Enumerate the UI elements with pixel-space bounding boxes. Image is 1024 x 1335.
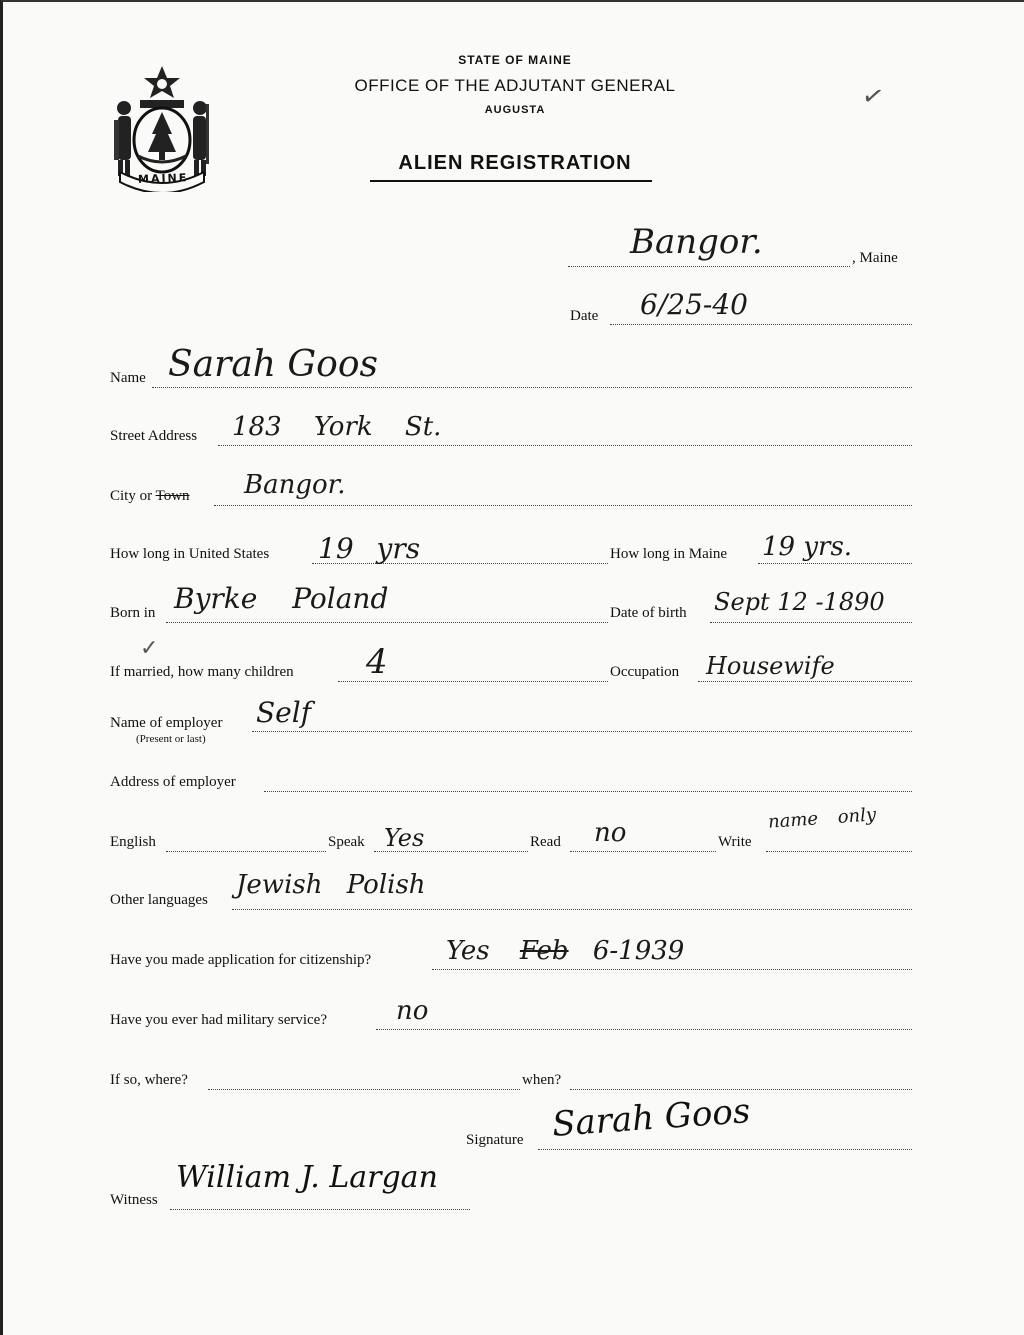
- city-label-b: Town: [155, 488, 190, 504]
- city-label: [110, 488, 190, 505]
- signature-label: Signature: [466, 1132, 524, 1148]
- when-label: when?: [522, 1072, 562, 1088]
- title-underline: [370, 180, 652, 182]
- other-languages-label: Other languages: [110, 892, 208, 908]
- english-line: [166, 851, 326, 852]
- where-label: If so, where?: [110, 1072, 188, 1088]
- how-long-us-value: 19 yrs: [318, 532, 421, 565]
- citizenship-value: [446, 936, 684, 966]
- born-in-label: Born in: [110, 605, 156, 621]
- speak-value: Yes: [384, 824, 425, 852]
- employer-sublabel: (Present or last): [136, 733, 206, 745]
- street-address-label: Street Address: [110, 428, 198, 444]
- when-line: [570, 1089, 912, 1090]
- witness-line: [170, 1209, 470, 1210]
- city-value: Bangor.: [244, 470, 346, 500]
- name-value: Sarah Goos: [168, 344, 379, 385]
- street-address-value: 183 York St.: [232, 412, 442, 442]
- how-long-maine-line: [758, 563, 912, 564]
- children-value: 4: [366, 642, 388, 682]
- military-label: Have you ever had military service?: [110, 1012, 327, 1028]
- born-in-value: Byrke Poland: [174, 582, 389, 615]
- street-address-line: [218, 445, 912, 446]
- occupation-line: [698, 681, 912, 682]
- employer-value: Self: [256, 696, 312, 729]
- date-line: [610, 324, 912, 325]
- military-value: no: [396, 996, 429, 1026]
- read-line: [570, 851, 716, 852]
- location-line: [568, 266, 850, 267]
- citizenship-value-a: Yes: [446, 936, 490, 966]
- witness-value: William J. Largan: [176, 1160, 438, 1195]
- signature-value: Sarah Goos: [550, 1091, 752, 1145]
- other-languages-value: Jewish Polish: [236, 870, 426, 900]
- name-label: Name: [110, 370, 146, 386]
- occupation-value: Housewife: [706, 652, 835, 680]
- location-suffix: , Maine: [852, 250, 898, 266]
- speak-label: Speak: [328, 834, 365, 850]
- read-value: no: [594, 818, 627, 848]
- children-check-icon: ✓: [140, 636, 159, 661]
- english-label: English: [110, 834, 156, 850]
- read-label: Read: [530, 834, 561, 850]
- how-long-us-label: How long in United States: [110, 546, 270, 562]
- header-city: AUGUSTA: [484, 104, 546, 116]
- children-label: If married, how many children: [110, 664, 294, 680]
- citizenship-value-b: 6-1939: [592, 936, 685, 966]
- seal-banner-text: MAINE: [137, 171, 189, 186]
- where-line: [208, 1089, 520, 1090]
- employer-address-line: [264, 791, 912, 792]
- name-line: [152, 387, 912, 388]
- date-of-birth-line: [710, 622, 912, 623]
- citizenship-value-struck: Feb: [519, 936, 569, 966]
- witness-label: Witness: [110, 1192, 158, 1208]
- how-long-maine-label: How long in Maine: [610, 546, 728, 562]
- city-line: [214, 505, 912, 506]
- date-of-birth-value: Sept 12 -1890: [714, 588, 885, 616]
- how-long-maine-value: 19 yrs.: [762, 532, 853, 562]
- employer-label: Name of employer: [110, 715, 223, 731]
- write-label: Write: [718, 834, 752, 850]
- page-title: ALIEN REGISTRATION: [398, 152, 632, 174]
- write-value: name only: [767, 804, 877, 833]
- location-value: Bangor.: [630, 222, 763, 262]
- born-in-line: [166, 622, 608, 623]
- signature-line: [538, 1149, 912, 1150]
- other-languages-line: [232, 909, 912, 910]
- header-office: OFFICE OF THE ADJUTANT GENERAL: [354, 76, 676, 95]
- occupation-label: Occupation: [610, 664, 680, 680]
- write-line: [766, 851, 912, 852]
- citizenship-line: [432, 969, 912, 970]
- date-value: 6/25-40: [640, 288, 748, 321]
- military-line: [376, 1029, 912, 1030]
- date-label: Date: [570, 308, 599, 324]
- city-label-a: City or: [110, 488, 156, 504]
- employer-line: [252, 731, 912, 732]
- citizenship-label: Have you made application for citizenship?: [110, 952, 372, 968]
- header-state: STATE OF MAINE: [458, 53, 572, 67]
- date-of-birth-label: Date of birth: [610, 605, 687, 621]
- check-mark-icon: ✓: [859, 80, 887, 114]
- employer-address-label: Address of employer: [110, 774, 236, 790]
